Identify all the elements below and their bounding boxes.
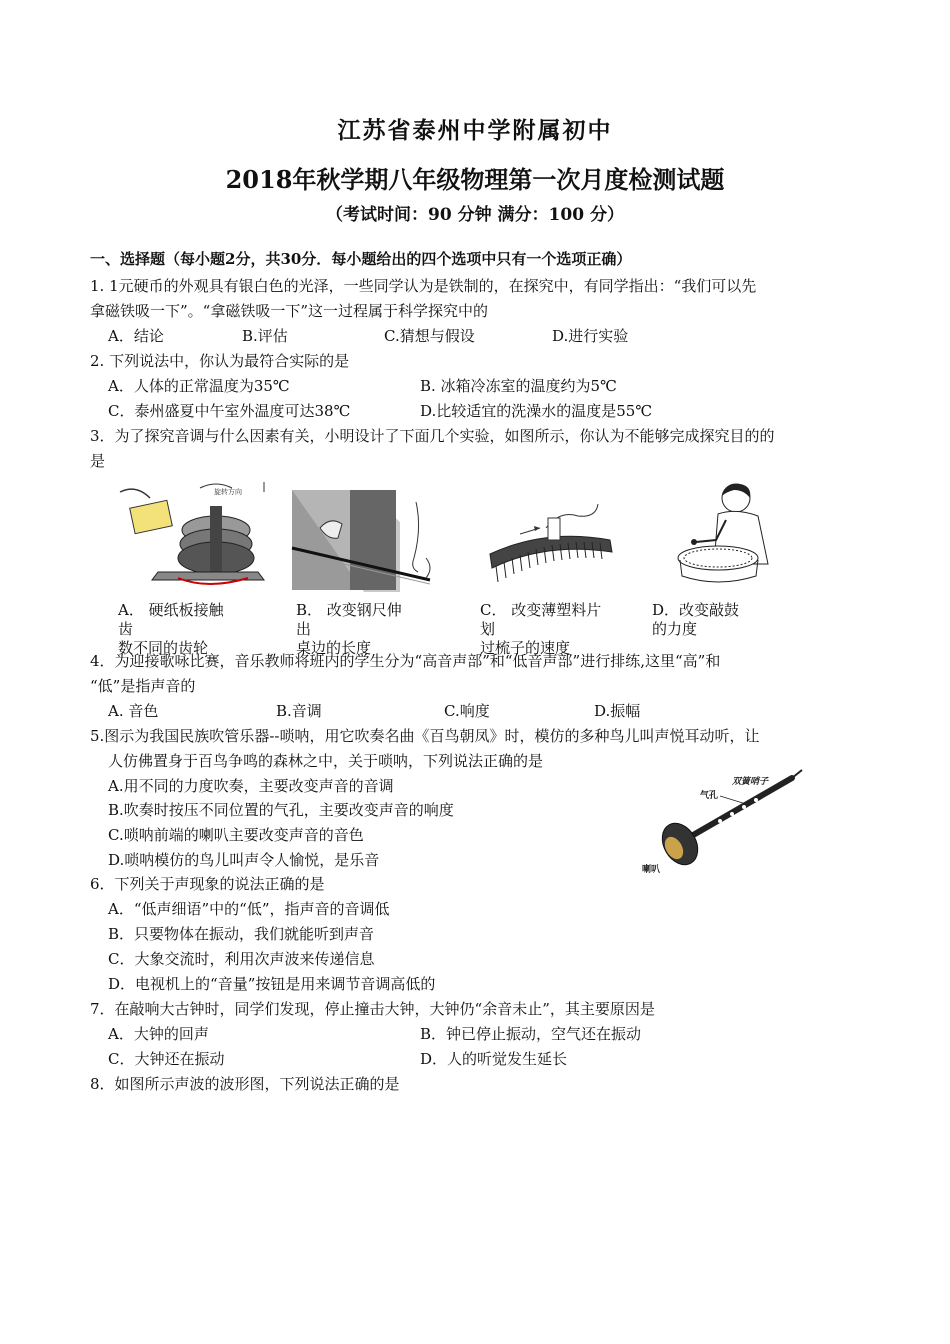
q2-option-a: A．人体的正常温度为35℃ [108, 377, 290, 395]
horn-label: 喇叭 [642, 865, 661, 875]
q1-option-b: B.评估 [242, 327, 288, 345]
q4-option-a: A. 音色 [108, 702, 159, 720]
q4-line2: “低”是指声音的 [90, 677, 196, 695]
q5-line1: 5.图示为我国民族吹管乐器--唢呐，用它吹奏名曲《百鸟朝凤》时，模仿的多种鸟儿叫声悦耳动听，让 [90, 727, 760, 745]
q7-option-d: D．人的听觉发生延长 [420, 1050, 568, 1068]
q1-line1: 1. 1元硬币的外观具有银白色的光泽，一些同学认为是铁制的，在探究中，有同学指出：“我们可以先 [90, 277, 757, 295]
q7-option-b: B．钟已停止振动，空气还在振动 [420, 1025, 642, 1043]
q6-stem: 6．下列关于声现象的说法正确的是 [90, 875, 325, 893]
q5-option-c: C.唢呐前端的喇叭主要改变声音的音色 [108, 826, 364, 844]
q7-option-c: C．大钟还在振动 [108, 1050, 225, 1068]
q3-option-b-line1: B． 改变钢尺伸 [296, 601, 402, 619]
q6-option-b: B．只要物体在振动，我们就能听到声音 [108, 925, 375, 943]
section-heading: 一、选择题（每小题2分，共30分．每小题给出的四个选项中只有一个选项正确） [90, 250, 632, 268]
q3-option-c-line2: 划 [480, 620, 496, 638]
q4-option-b: B.音调 [276, 702, 322, 720]
q5-option-b: B.吹奏时按压不同位置的气孔，主要改变声音的响度 [108, 801, 454, 819]
reed-label: 双簧哨子 [732, 777, 769, 787]
q2-option-c: C．泰州盛夏中午室外温度可达38℃ [108, 402, 351, 420]
q4-option-d: D.振幅 [594, 702, 641, 720]
q3-option-a-line1: A． 硬纸板接触 [118, 601, 224, 619]
q5-option-d: D.唢呐模仿的鸟儿叫声令人愉悦，是乐音 [108, 851, 380, 869]
q3-option-d-line2: 的力度 [652, 620, 698, 638]
q6-option-d: D．电视机上的“音量”按钮是用来调节音调高低的 [108, 975, 436, 993]
q1-line2: 拿磁铁吸一下”。“拿磁铁吸一下”这一过程属于科学探究中的 [90, 302, 489, 320]
q3-option-b-line3: 桌边的长度 [296, 639, 372, 657]
exam-title: 2018年秋学期八年级物理第一次月度检测试题 [225, 165, 725, 194]
q7-option-a: A．大钟的回声 [108, 1025, 209, 1043]
q3-option-a-line3: 数不同的齿轮 [118, 639, 209, 657]
q1-option-d: D.进行实验 [552, 327, 629, 345]
q6-option-a: A．“低声细语”中的“低”，指声音的音调低 [108, 900, 390, 918]
drum-figure [676, 480, 776, 590]
rotation-direction-label: 旋转方向 [214, 488, 242, 496]
q2-option-b: B. 冰箱冷冻室的温度约为5℃ [420, 377, 617, 395]
q3-option-b-line2: 出 [296, 620, 312, 638]
exam-info: （考试时间：90 分钟 满分：100 分） [326, 205, 624, 225]
ruler-desk-figure [290, 488, 450, 592]
q3-option-a-line2: 齿 [118, 620, 134, 638]
q5-line2: 人仿佛置身于百鸟争鸣的森林之中，关于唢呐，下列说法正确的是 [108, 752, 544, 770]
q7-stem: 7．在敲响大古钟时，同学们发现，停止撞击大钟，大钟仍“余音未止”，其主要原因是 [90, 1000, 655, 1018]
q4-line1: 4．为迎接歌咏比赛，音乐教师将班内的学生分为“高音声部”和“低音声部”进行排练,这里“高”和 [90, 652, 721, 670]
q1-option-a: A．结论 [108, 327, 164, 345]
q6-option-c: C．大象交流时，利用次声波来传递信息 [108, 950, 375, 968]
school-name: 江苏省泰州中学附属初中 [337, 117, 613, 144]
q5-option-a: A.用不同的力度吹奏，主要改变声音的音调 [108, 777, 394, 795]
q1-option-c: C.猜想与假设 [384, 327, 475, 345]
suona-figure [636, 768, 806, 878]
q3-line1: 3．为了探究音调与什么因素有关，小明设计了下面几个实验，如图所示，你认为不能够完成探究目的的 [90, 427, 775, 445]
gear-card-figure [118, 480, 268, 592]
air-hole-label: 气孔 [700, 791, 719, 801]
q3-option-d-line1: D．改变敲鼓 [652, 601, 740, 619]
q3-line2: 是 [90, 452, 106, 470]
q4-option-c: C.响度 [444, 702, 490, 720]
q8-stem: 8．如图所示声波的波形图，下列说法正确的是 [90, 1075, 400, 1093]
q3-option-c-line3: 过梳子的速度 [480, 639, 571, 657]
q2-option-d: D.比较适宜的洗澡水的温度是55℃ [420, 402, 653, 420]
comb-figure [486, 494, 616, 590]
q2-stem: 2. 下列说法中，你认为最符合实际的是 [90, 352, 350, 370]
q3-option-c-line1: C． 改变薄塑料片 [480, 601, 602, 619]
